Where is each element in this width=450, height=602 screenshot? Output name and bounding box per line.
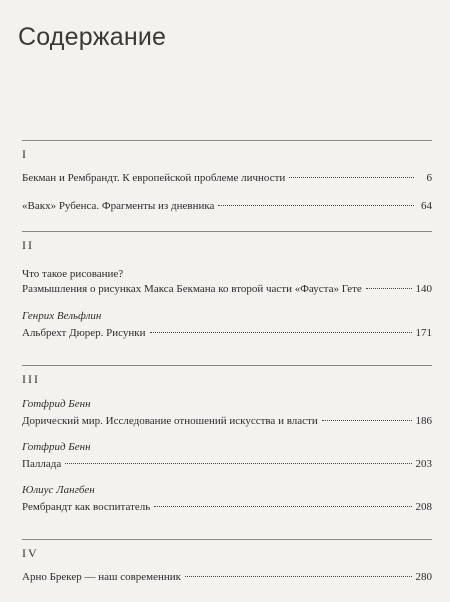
entry-title: Рембрандт как воспитатель	[22, 501, 151, 513]
toc-entry[interactable]	[22, 441, 432, 471]
page-number: 203	[415, 458, 432, 470]
entry-title: Размышления о рисунках Макса Бекмана ко второй части «Фауста» Гете	[22, 283, 362, 295]
entry-title: Бекман и Рембрандт. К европейской проблеме личности	[22, 172, 286, 184]
entry-title: Что такое рисование?	[22, 268, 124, 280]
page-number: 64	[421, 200, 432, 212]
entry-title: Арно Брекер — наш современник	[22, 571, 182, 583]
page-number: 140	[415, 283, 432, 295]
page-title: Содержание	[18, 22, 167, 51]
dot-leader	[366, 288, 412, 289]
section-number: I	[22, 147, 28, 161]
page-number: 186	[415, 415, 432, 427]
page-number: 280	[415, 571, 432, 583]
page-number: 6	[426, 172, 432, 184]
entry-author: Готфрид Бенн	[22, 441, 91, 453]
toc-entry[interactable]	[22, 571, 432, 584]
entry-title: Дорический мир. Исследование отношений искусства и власти	[22, 415, 318, 427]
dot-leader	[65, 463, 411, 464]
toc-entry[interactable]	[22, 484, 432, 514]
section-divider	[22, 539, 432, 540]
page-number: 208	[415, 501, 432, 513]
toc-entry[interactable]	[22, 268, 432, 296]
toc-entry[interactable]	[22, 310, 432, 340]
entry-author: Юлиус Лангбен	[22, 484, 95, 496]
entry-title: Альбрехт Дюрер. Рисунки	[22, 327, 146, 339]
dot-leader	[185, 576, 411, 577]
section-number: IV	[22, 546, 39, 560]
toc-entry[interactable]	[22, 398, 432, 428]
dot-leader	[218, 205, 414, 206]
entry-author: Генрих Вельфлин	[22, 310, 102, 322]
section-number: III	[22, 372, 40, 386]
entry-title: «Вакх» Рубенса. Фрагменты из дневника	[22, 200, 215, 212]
entry-title: Паллада	[22, 458, 62, 470]
section-divider	[22, 140, 432, 141]
dot-leader	[150, 332, 412, 333]
entry-author: Готфрид Бенн	[22, 398, 91, 410]
dot-leader	[322, 420, 412, 421]
toc-entry[interactable]	[22, 172, 432, 185]
dot-leader	[289, 177, 414, 178]
section-divider	[22, 231, 432, 232]
dot-leader	[154, 506, 411, 507]
section-number: II	[22, 238, 34, 252]
section-divider	[22, 365, 432, 366]
page-number: 171	[415, 327, 432, 339]
toc-entry[interactable]	[22, 200, 432, 213]
